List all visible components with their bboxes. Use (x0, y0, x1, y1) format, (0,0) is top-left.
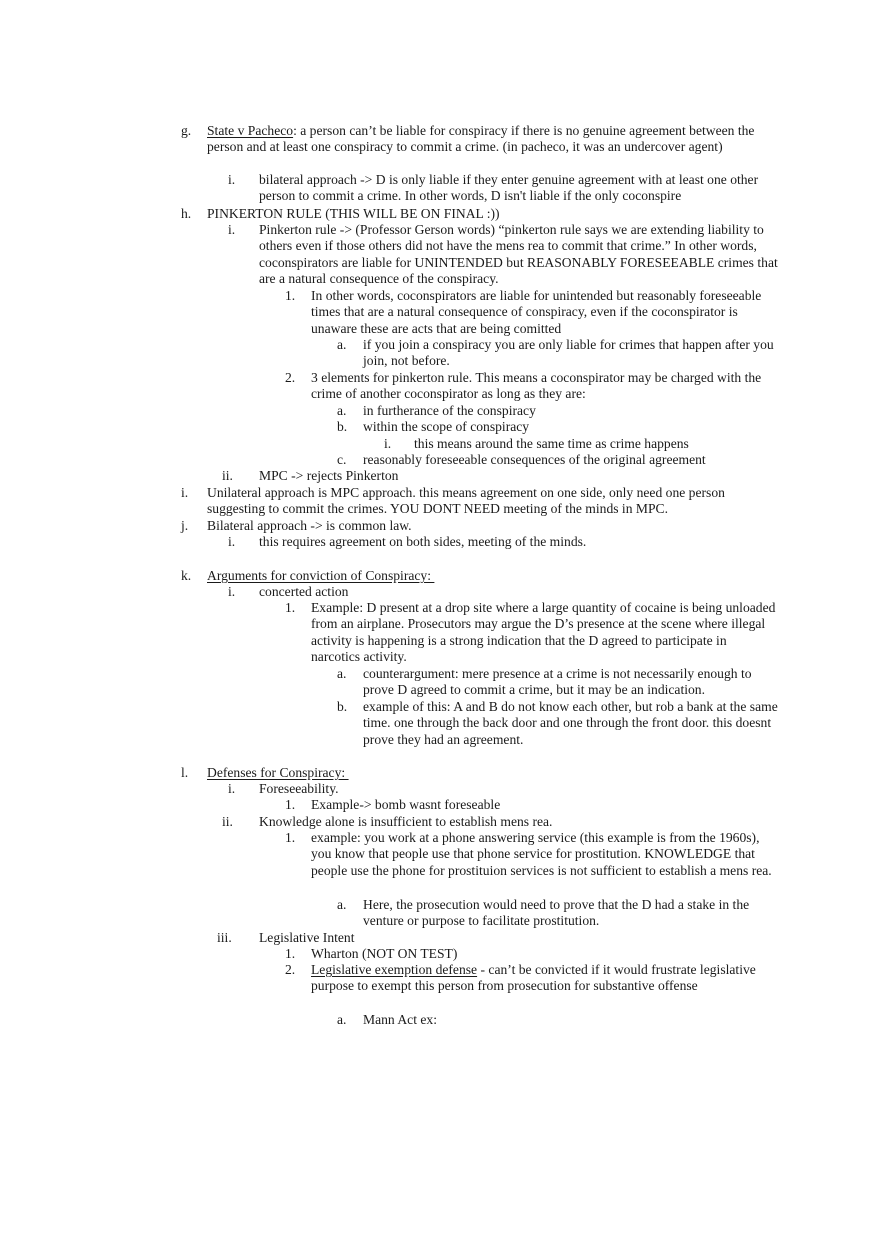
case-title: State v Pacheco (207, 123, 294, 138)
item-text: Legislative Intent (259, 930, 355, 945)
item-text: example: you work at a phone answering service (this example is from the 1960s), you know that people use that phone service for prostitution. KNOWLEDGE that people use the phone for prostituion services is not sufficient to establish a mens rea. (311, 830, 772, 878)
item-label: i. (228, 222, 236, 237)
item-label: i. (181, 485, 189, 500)
item-label: 1. (285, 797, 296, 812)
item-label: 2. (285, 370, 296, 385)
item-text: Example: D present at a drop site where a large quantity of cocaine is being unloaded from an airplane. Prosecutors may argue the D’s presence at the scene where illegal activity is happening is a strong indication that the D agreed to participate in narcotics activity. (311, 600, 776, 665)
item-text: State v Pacheco: a person can’t be liable for conspiracy if there is no genuine agreement between the person and at least one conspiracy to commit a crime. (in pacheco, it was an undercover agent) (207, 123, 755, 155)
item-text: In other words, coconspirators are liable for unintended but reasonably foreseeable times that are a natural consequence of conspiracy, even if the coconspirator is unaware these are acts that are being comitted (311, 288, 762, 336)
item-text: example of this: A and B do not know each other, but rob a bank at the same time. one through the back door and one through the front door. this doesnt prove they had an agreement. (363, 699, 778, 747)
item-text: if you join a conspiracy you are only liable for crimes that happen after you join, not before. (363, 337, 774, 369)
item-label: a. (337, 897, 347, 912)
item-text: counterargument: mere presence at a crime is not necessarily enough to prove D agreed to commit a crime, but it may be an indication. (363, 666, 752, 698)
item-text: reasonably foreseeable consequences of the original agreement (363, 452, 706, 467)
item-label: a. (337, 1012, 347, 1027)
item-text: Example-> bomb wasnt foreseable (311, 797, 501, 812)
item-label: i. (384, 436, 392, 451)
item-label: 2. (285, 962, 296, 977)
section-heading: Defenses for Conspiracy: (207, 765, 349, 780)
item-label: c. (337, 452, 347, 467)
item-label: iii. (217, 930, 232, 945)
item-text: Knowledge alone is insufficient to establish mens rea. (259, 814, 553, 829)
item-label: i. (228, 584, 236, 599)
item-label: k. (181, 568, 192, 583)
item-label: 1. (285, 946, 296, 961)
item-text: concerted action (259, 584, 349, 599)
item-text: Bilateral approach -> is common law. (207, 518, 412, 533)
item-label: a. (337, 403, 347, 418)
item-text: 3 elements for pinkerton rule. This means a coconspirator may be charged with the crime of another coconspirator as long as they are: (311, 370, 762, 402)
item-text: bilateral approach -> D is only liable if they enter genuine agreement with at least one other person to commit a crime. In other words, D isn't liable if the only coconspire (259, 172, 759, 204)
item-label: a. (337, 666, 347, 681)
item-label: h. (181, 206, 192, 221)
item-text: Wharton (NOT ON TEST) (311, 946, 458, 961)
section-heading: Arguments for conviction of Conspiracy: (207, 568, 435, 583)
item-text: within the scope of conspiracy (363, 419, 530, 434)
item-label: ii. (222, 468, 233, 483)
item-label: i. (228, 781, 236, 796)
item-text: Unilateral approach is MPC approach. this means agreement on one side, only need one person suggesting to commit the crimes. YOU DONT NEED meeting of the minds in MPC. (207, 485, 725, 517)
item-text: PINKERTON RULE (THIS WILL BE ON FINAL :)) (207, 206, 500, 221)
defense-title: Legislative exemption defense (311, 962, 478, 977)
item-text: Legislative exemption defense - can’t be convicted if it would frustrate legislative purpose to exempt this person from prosecution for substantive offense (311, 962, 756, 994)
item-text: MPC -> rejects Pinkerton (259, 468, 399, 483)
item-text: Here, the prosecution would need to prove that the D had a stake in the venture or purpose to facilitate prostitution. (363, 897, 750, 929)
item-label: i. (228, 172, 236, 187)
item-label: b. (337, 419, 348, 434)
item-text: in furtherance of the conspiracy (363, 403, 536, 418)
item-text: this requires agreement on both sides, meeting of the minds. (259, 534, 587, 549)
item-label: 1. (285, 830, 296, 845)
item-label: i. (228, 534, 236, 549)
item-label: g. (181, 123, 192, 138)
item-text: Pinkerton rule -> (Professor Gerson words) “pinkerton rule says we are extending liability to others even if those others did not have the mens rea to commit that crime.” In other words, coconspirators are liable for UNINTENDED but REASONABLY FORESEEABLE crimes that are a natural consequence of the conspiracy. (259, 222, 778, 287)
item-label: a. (337, 337, 347, 352)
item-label: ii. (222, 814, 233, 829)
item-label: b. (337, 699, 348, 714)
item-label: j. (181, 518, 189, 533)
item-label: l. (181, 765, 189, 780)
item-label: 1. (285, 600, 296, 615)
item-label: 1. (285, 288, 296, 303)
item-text: this means around the same time as crime happens (414, 436, 689, 451)
item-text: Foreseeability. (259, 781, 339, 796)
item-text: Mann Act ex: (363, 1012, 437, 1027)
